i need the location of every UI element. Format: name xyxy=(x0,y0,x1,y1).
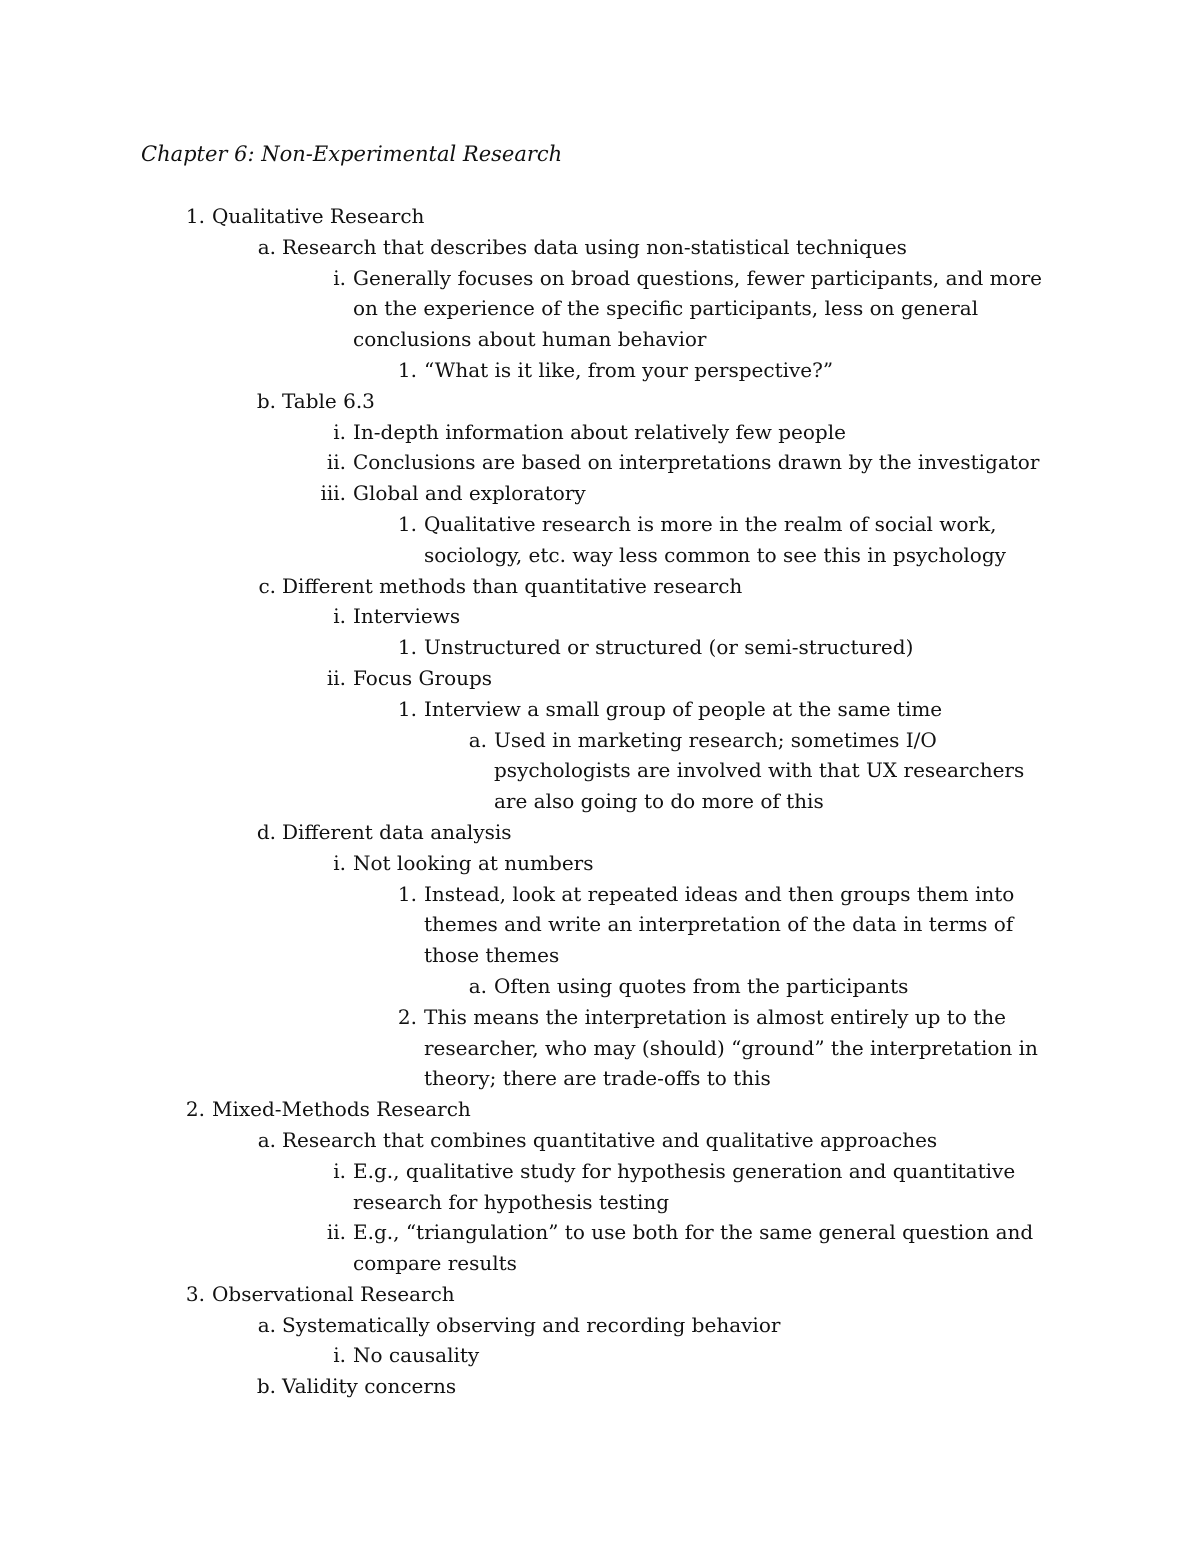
outline-item-level-4 xyxy=(0,694,1200,725)
list-item-text: This means the interpretation is almost entirely up to the researcher, who may (should) “ground” the interpretation in theory; there are trade-offs to this xyxy=(424,1004,1038,1091)
list-marker: 1. xyxy=(397,696,417,721)
list-item-text: Not looking at numbers xyxy=(353,850,594,875)
outline-item-level-2 xyxy=(0,1125,1200,1156)
outline-item-level-1 xyxy=(0,1094,1200,1125)
outline-item-level-4 xyxy=(0,1002,1200,1094)
list-marker: a. xyxy=(257,1127,276,1152)
list-item-text: Conclusions are based on interpretations drawn by the investigator xyxy=(353,450,1040,475)
list-item-text: Often using quotes from the participants xyxy=(494,973,909,998)
outline-item-level-4 xyxy=(0,632,1200,663)
list-marker: ii. xyxy=(326,450,346,475)
outline-item-level-3 xyxy=(0,417,1200,448)
list-marker: a. xyxy=(257,234,276,259)
list-item-text: Research that describes data using non-statistical techniques xyxy=(282,234,907,259)
outline-item-level-2 xyxy=(0,232,1200,263)
list-marker: ii. xyxy=(326,665,346,690)
outline-item-level-2 xyxy=(0,1310,1200,1341)
list-marker: i. xyxy=(333,265,346,290)
list-item-text: “What is it like, from your perspective?” xyxy=(424,357,834,382)
outline-item-level-3 xyxy=(0,848,1200,879)
outline-item-level-3 xyxy=(0,1340,1200,1371)
list-item-text: Mixed-Methods Research xyxy=(212,1097,471,1122)
list-item-text: Focus Groups xyxy=(353,665,493,690)
list-item-text: Interview a small group of people at the same time xyxy=(424,696,943,721)
outline-item-level-4 xyxy=(0,509,1200,571)
list-marker: 1. xyxy=(397,357,417,382)
outline-item-level-3 xyxy=(0,263,1200,355)
list-item-text: Research that combines quantitative and qualitative approaches xyxy=(282,1127,938,1152)
outline-item-level-4 xyxy=(0,355,1200,386)
list-item-text: Interviews xyxy=(353,604,461,629)
outline-item-level-3 xyxy=(0,1156,1200,1218)
list-marker: ii. xyxy=(326,1220,346,1245)
list-marker: i. xyxy=(333,419,346,444)
list-marker: 1. xyxy=(185,204,205,228)
outline-item-level-1 xyxy=(0,201,1200,232)
outline-item-level-3 xyxy=(0,447,1200,478)
list-item-text: Validity concerns xyxy=(282,1374,457,1399)
list-item-text: Systematically observing and recording behavior xyxy=(282,1312,781,1337)
outline-item-level-2 xyxy=(0,386,1200,417)
list-marker: a. xyxy=(468,973,487,998)
outline-list xyxy=(0,201,1200,1402)
list-item-text: Table 6.3 xyxy=(282,388,375,413)
outline-item-level-3 xyxy=(0,663,1200,694)
outline-item-level-5 xyxy=(0,971,1200,1002)
list-marker: 1. xyxy=(397,881,417,906)
list-marker: i. xyxy=(333,604,346,629)
list-item-text: Used in marketing research; sometimes I/O psychologists are involved with that UX researchers are also going to do more of this xyxy=(494,727,1025,814)
outline-item-level-2 xyxy=(0,1371,1200,1402)
list-marker: 2. xyxy=(185,1097,205,1122)
list-marker: i. xyxy=(333,1343,346,1368)
list-item-text: Unstructured or structured (or semi-structured) xyxy=(424,635,914,660)
list-marker: 2. xyxy=(397,1004,417,1029)
list-marker: a. xyxy=(468,727,487,752)
list-item-text: Observational Research xyxy=(212,1281,455,1306)
list-marker: b. xyxy=(256,1374,276,1399)
list-item-text: Different data analysis xyxy=(282,819,512,844)
list-marker: d. xyxy=(256,819,276,844)
outline-item-level-1 xyxy=(0,1279,1200,1310)
list-marker: 1. xyxy=(397,635,417,660)
list-item-text: E.g., “triangulation” to use both for the same general question and compare results xyxy=(353,1220,1034,1276)
list-marker: 3. xyxy=(185,1281,205,1306)
outline-item-level-3 xyxy=(0,478,1200,509)
list-item-text: E.g., qualitative study for hypothesis generation and quantitative research for hypothesis testing xyxy=(353,1158,1016,1214)
outline-item-level-3 xyxy=(0,1217,1200,1279)
outline-item-level-4 xyxy=(0,879,1200,971)
list-item-text: No causality xyxy=(353,1343,480,1368)
outline-item-level-3 xyxy=(0,601,1200,632)
list-marker: b. xyxy=(256,388,276,413)
outline-item-level-2 xyxy=(0,817,1200,848)
list-item-text: Instead, look at repeated ideas and then groups them into themes and write an interpretation of the data in terms of those themes xyxy=(424,881,1015,968)
list-marker: a. xyxy=(257,1312,276,1337)
chapter-title: Chapter 6: Non-Experimental Research xyxy=(141,142,563,166)
list-item-text: Different methods than quantitative research xyxy=(282,573,743,598)
list-marker: i. xyxy=(333,1158,346,1183)
list-marker: 1. xyxy=(397,511,417,536)
list-marker: i. xyxy=(333,850,346,875)
list-item-text: Qualitative Research xyxy=(212,204,425,228)
list-marker: iii. xyxy=(320,481,346,506)
list-item-text: Generally focuses on broad questions, fewer participants, and more on the experience of the specific participants, less on general conclusions about human behavior xyxy=(353,265,1043,352)
list-marker: c. xyxy=(258,573,276,598)
outline-item-level-5 xyxy=(0,725,1200,817)
outline-item-level-2 xyxy=(0,571,1200,602)
list-item-text: In-depth information about relatively few people xyxy=(353,419,846,444)
list-item-text: Global and exploratory xyxy=(353,481,586,506)
list-item-text: Qualitative research is more in the realm of social work, sociology, etc. way less common to see this in psychology xyxy=(424,511,1006,567)
